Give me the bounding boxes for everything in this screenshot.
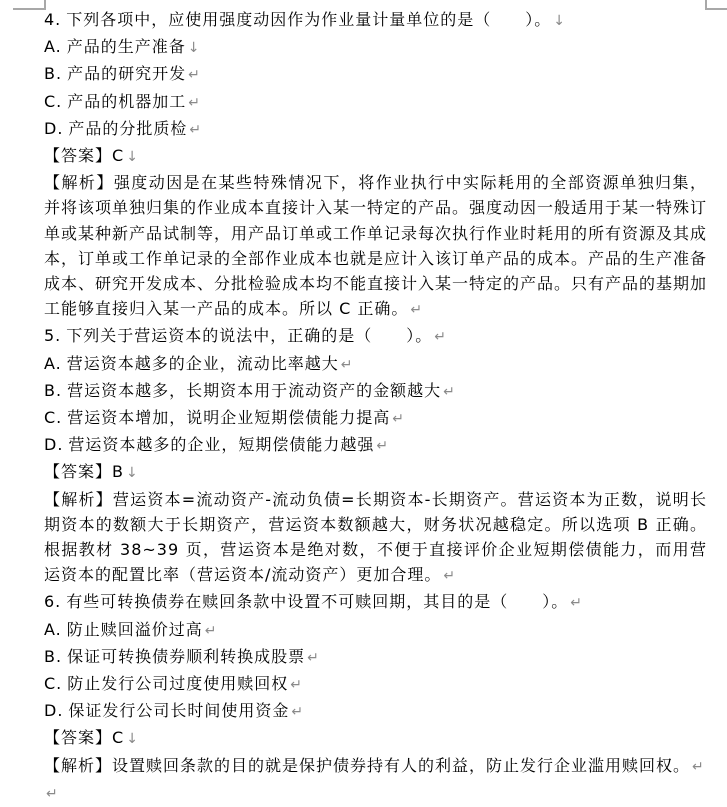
- option-text: 保证发行公司长时间使用资金: [68, 701, 290, 721]
- option-text: 营运资本越多的企业，短期偿债能力越强: [68, 435, 375, 455]
- option-label: C.: [44, 408, 63, 428]
- option-label: B.: [44, 380, 63, 400]
- paragraph-mark: ↵: [290, 677, 303, 694]
- analysis-text: 设置赎回条款的目的就是保护债券持有人的利益，防止发行企业滥用赎回权。: [112, 755, 691, 775]
- option-label: D.: [44, 701, 64, 721]
- question-stem: [44, 7, 707, 34]
- paragraph-mark: ↵: [443, 568, 456, 585]
- option-c: [44, 405, 707, 432]
- answer-line: [44, 459, 707, 486]
- option-text: 产品的分批质检: [68, 118, 188, 138]
- paragraph-mark: ↵: [46, 785, 58, 802]
- analysis-label: 【解析】: [44, 489, 113, 509]
- option-text: 营运资本越多的企业，流动比率越大: [66, 353, 339, 373]
- option-label: B.: [44, 64, 63, 84]
- paragraph-mark: ↵: [443, 383, 455, 400]
- question-number: 6.: [44, 592, 62, 612]
- option-text: 产品的机器加工: [67, 91, 187, 111]
- empty-paragraph: [44, 780, 707, 807]
- option-c: [44, 89, 707, 116]
- paragraph-mark: ↵: [570, 595, 583, 612]
- option-text: 营运资本越多，长期资本用于流动资产的金额越大: [67, 380, 442, 400]
- option-a: [44, 34, 707, 61]
- paragraph-mark: ↵: [692, 758, 704, 775]
- option-label: B.: [44, 646, 63, 666]
- option-label: A.: [44, 353, 62, 373]
- option-label: C.: [44, 91, 63, 111]
- option-b: [44, 644, 707, 671]
- answer-line: [44, 143, 707, 170]
- paragraph-mark: ↵: [188, 67, 200, 84]
- paragraph-mark: ↵: [434, 329, 447, 346]
- option-text: 防止发行公司过度使用赎回权: [67, 674, 289, 694]
- text-boundary-mark-top-left: [13, 8, 45, 10]
- option-b: [44, 61, 707, 88]
- line-break-mark: ↓: [126, 465, 138, 482]
- analysis-paragraph: [44, 487, 707, 590]
- question-stem-text: 下列关于营运资本的说法中，正确的是（ ）。: [66, 326, 433, 346]
- option-label: D.: [44, 118, 64, 138]
- question-stem: [44, 589, 707, 616]
- paragraph-mark: ↵: [204, 622, 217, 639]
- paragraph-mark: ↵: [410, 302, 423, 319]
- answer-label: 【答案】: [44, 146, 113, 166]
- option-text: 产品的研究开发: [67, 64, 187, 84]
- option-text: 防止赎回溢价过高: [66, 619, 203, 639]
- analysis-label: 【解析】: [44, 755, 113, 775]
- paragraph-mark: ↵: [189, 121, 202, 138]
- paragraph-mark: ↵: [340, 356, 353, 373]
- text-boundary-mark-top-right: [705, 8, 727, 10]
- option-label: A.: [44, 619, 62, 639]
- paragraph-mark: ↵: [392, 411, 405, 428]
- analysis-text: 强度动因是在某些特殊情况下，将作业执行中实际耗用的全部资源单独归集，并将该项单独归集的作业成本直接计入某一特定的产品。强度动因一般适用于某一特殊订单或某种新产品试制等，用产品订单或工作单记录每次执行作业时耗用的所有资源及其成本，订单或工作单记录的全部作业成本也就是应计入该订单产品的成本。产品的生产准备成本、研究开发成本、分批检验成本均不能直接计入某一特定的产品。只有产品的基期加工能够直接归入某一产品的成本。所以 C 正确。: [44, 173, 708, 319]
- question-number: 4.: [44, 10, 62, 29]
- document-text-area[interactable]: [44, 7, 707, 807]
- line-break-mark: ↓: [187, 40, 200, 57]
- option-text: 保证可转换债券顺利转换成股票: [67, 646, 306, 666]
- paragraph-mark: ↵: [188, 94, 201, 111]
- question-stem-text: 有些可转换债券在赎回条款中设置不可赎回期，其目的是（ ）。: [66, 592, 569, 612]
- option-text: 产品的生产准备: [66, 37, 186, 57]
- paragraph-mark: ↵: [291, 704, 304, 721]
- answer-value: C: [112, 146, 125, 166]
- answer-line: [44, 725, 707, 752]
- paragraph-mark: ↵: [307, 649, 319, 666]
- option-a: [44, 351, 707, 378]
- paragraph-mark: ↵: [376, 438, 389, 455]
- option-label: D.: [44, 435, 64, 455]
- option-text: 营运资本增加，说明企业短期偿债能力提高: [67, 408, 391, 428]
- line-break-mark: ↓: [553, 13, 566, 29]
- option-a: [44, 617, 707, 644]
- answer-label: 【答案】: [44, 462, 113, 482]
- option-label: C.: [44, 674, 63, 694]
- question-stem-text: 下列各项中，应使用强度动因作为作业量计量单位的是（ ）。: [66, 10, 552, 29]
- option-c: [44, 671, 707, 698]
- option-d: [44, 116, 707, 143]
- question-stem: [44, 323, 707, 350]
- analysis-paragraph: [44, 170, 707, 323]
- analysis-text: 营运资本=流动资产-流动负债=长期资本-长期资产。营运资本为正数，说明长期资本的数额大于长期资产，营运资本数额越大，财务状况越稳定。所以选项 B 正确。根据教材 38~39 页，营运资本是绝对数，不便于直接评价企业短期偿债能力，而用营运资本的配置比率（营运资本/流动资产）更加合理。: [44, 489, 707, 585]
- option-d: [44, 432, 707, 459]
- option-d: [44, 698, 707, 725]
- answer-label: 【答案】: [44, 728, 113, 748]
- option-label: A.: [44, 37, 62, 57]
- analysis-label: 【解析】: [44, 173, 114, 193]
- answer-value: C: [112, 728, 125, 748]
- answer-value: B: [112, 462, 124, 482]
- question-number: 5.: [44, 326, 62, 346]
- line-break-mark: ↓: [126, 149, 138, 166]
- option-b: [44, 378, 707, 405]
- line-break-mark: ↓: [126, 731, 138, 748]
